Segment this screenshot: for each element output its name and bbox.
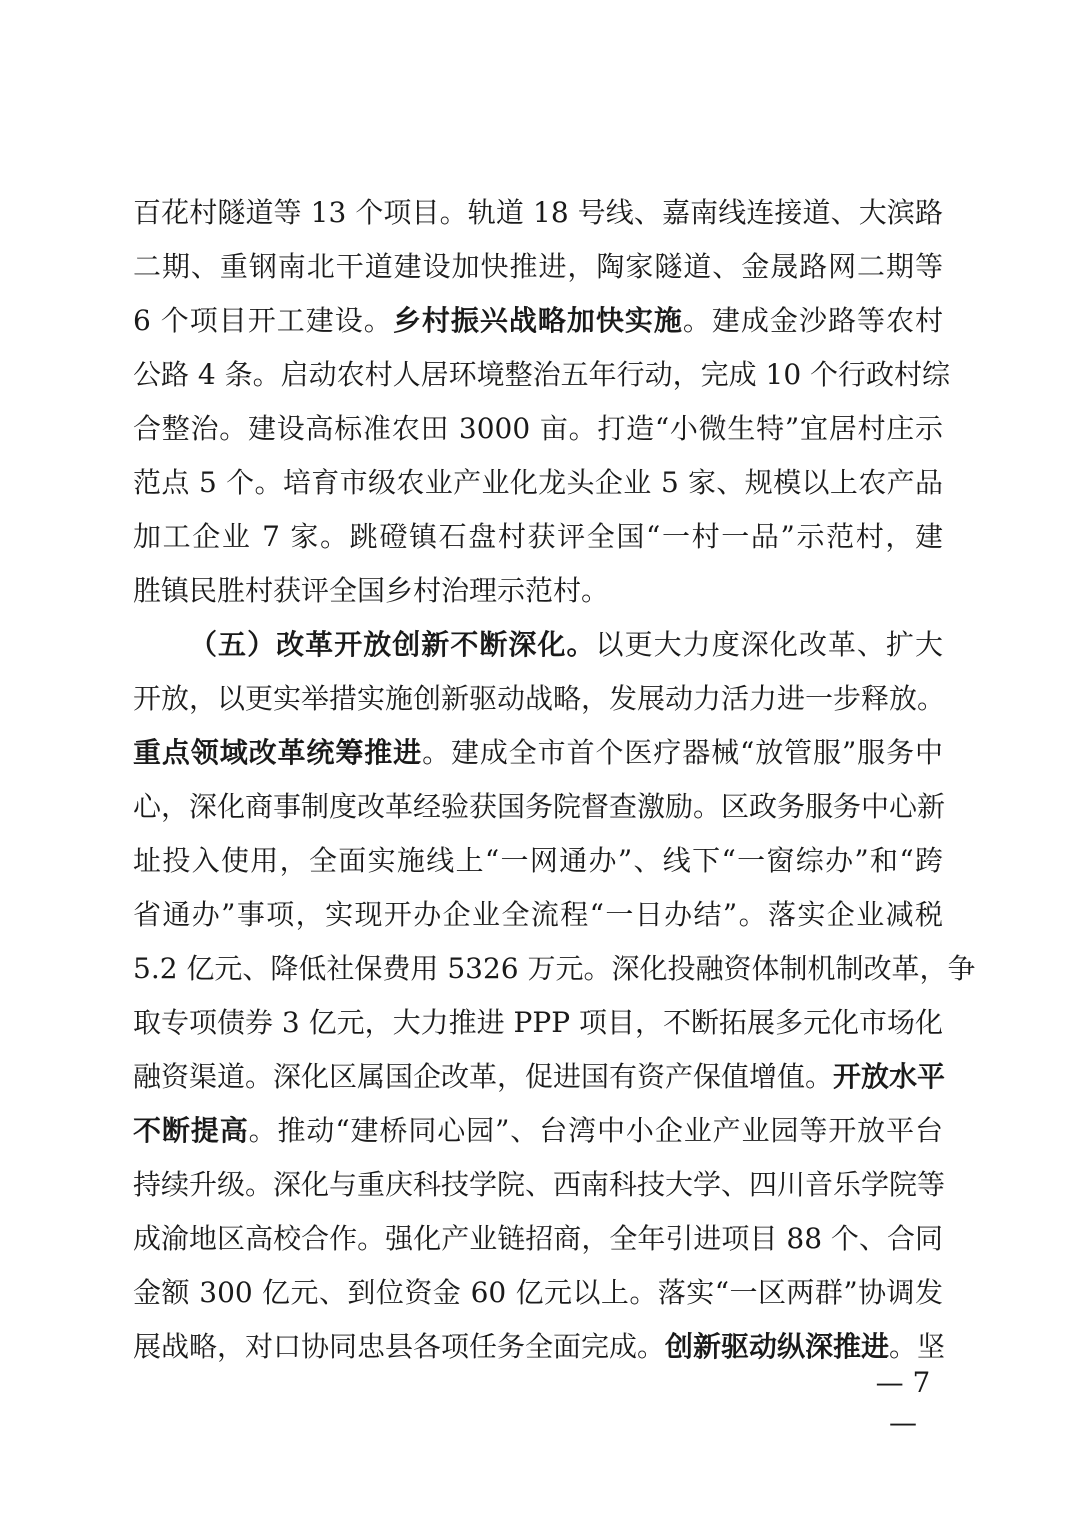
text-line: 址投入使用，全面实施线上“一网通办”、线下“一窗综办”和“跨 (133, 844, 943, 877)
text-segment: 。推动“建桥同心园”、台湾中小企业产业园等开放平台 (248, 1114, 943, 1147)
text-line: 加工企业 7 家。跳磴镇石盘村获评全国“一村一品”示范村，建 (133, 520, 943, 553)
text-line: 开放，以更实举措实施创新驱动战略，发展动力活力进一步释放。 (133, 682, 946, 715)
text-line: 持续升级。深化与重庆科技学院、西南科技大学、四川音乐学院等 (133, 1168, 946, 1201)
bold-heading-key-reforms: 重点领域改革统筹推进 (133, 736, 423, 769)
text-line: 取专项债券 3 亿元，大力推进 PPP 项目，不断拓展多元化市场化 (133, 1006, 943, 1039)
text-line: 合整治。建设高标准农田 3000 亩。打造“小微生特”宜居村庄示 (133, 412, 943, 445)
text-line: 二期、重钢南北干道建设加快推进，陶家隧道、金晟路网二期等 (133, 250, 943, 283)
text-line (133, 1320, 946, 1374)
paragraph-reform-opening-innovation (133, 618, 976, 1374)
text-line: 心，深化商事制度改革经验获国务院督查激励。区政务服务中心新 (133, 790, 946, 823)
paragraph-rural-revitalization (133, 186, 951, 618)
text-segment: 。建成金沙路等农村 (682, 304, 943, 337)
text-segment: 融资渠道。深化区属国企改革，促进国有资产保值增值。 (133, 1060, 834, 1093)
text-line (133, 1050, 946, 1104)
text-line: 成渝地区高校合作。强化产业链招商，全年引进项目 88 个、合同 (133, 1222, 943, 1255)
text-line: 5.2 亿元、降低社保费用 5326 万元。深化投融资体制机制改革，争 (133, 952, 976, 985)
text-line: 公路 4 条。启动农村人居环境整治五年行动，完成 10 个行政村综 (133, 358, 951, 391)
bold-heading-innovation: 创新驱动纵深推进 (665, 1330, 890, 1363)
text-line: 省通办”事项，实现开办企业全流程“一日办结”。落实企业减税 (133, 898, 943, 931)
section-heading-five: （五）改革开放创新不断深化。 (189, 628, 596, 661)
text-line: 百花村隧道等 13 个项目。轨道 18 号线、嘉南线连接道、大滨路 (133, 196, 943, 229)
bold-heading-rural-revitalization: 乡村振兴战略加快实施 (392, 304, 683, 337)
bold-heading-opening-level: 开放水平 (833, 1060, 946, 1093)
text-line (133, 618, 943, 672)
document-body (133, 186, 976, 1374)
text-line: 胜镇民胜村获评全国乡村治理示范村。 (133, 574, 610, 607)
text-segment: 展战略，对口协同忠县各项任务全面完成。 (133, 1330, 666, 1363)
text-line (133, 294, 943, 348)
text-line (133, 1104, 943, 1158)
text-line: 范点 5 个。培育市级农业产业化龙头企业 5 家、规模以上农产品 (133, 466, 943, 499)
text-segment: 。坚 (889, 1330, 946, 1363)
page-number: — 7 — (875, 1366, 931, 1439)
text-line (133, 726, 943, 780)
text-segment: 6 个项目开工建设。 (133, 304, 393, 337)
bold-heading-opening-level-cont: 不断提高 (133, 1114, 249, 1147)
text-line: 金额 300 亿元、到位资金 60 亿元以上。落实“一区两群”协调发 (133, 1276, 943, 1309)
text-segment: 。建成全市首个医疗器械“放管服”服务中 (422, 736, 943, 769)
text-segment: 以更大力度深化改革、扩大 (595, 628, 943, 661)
